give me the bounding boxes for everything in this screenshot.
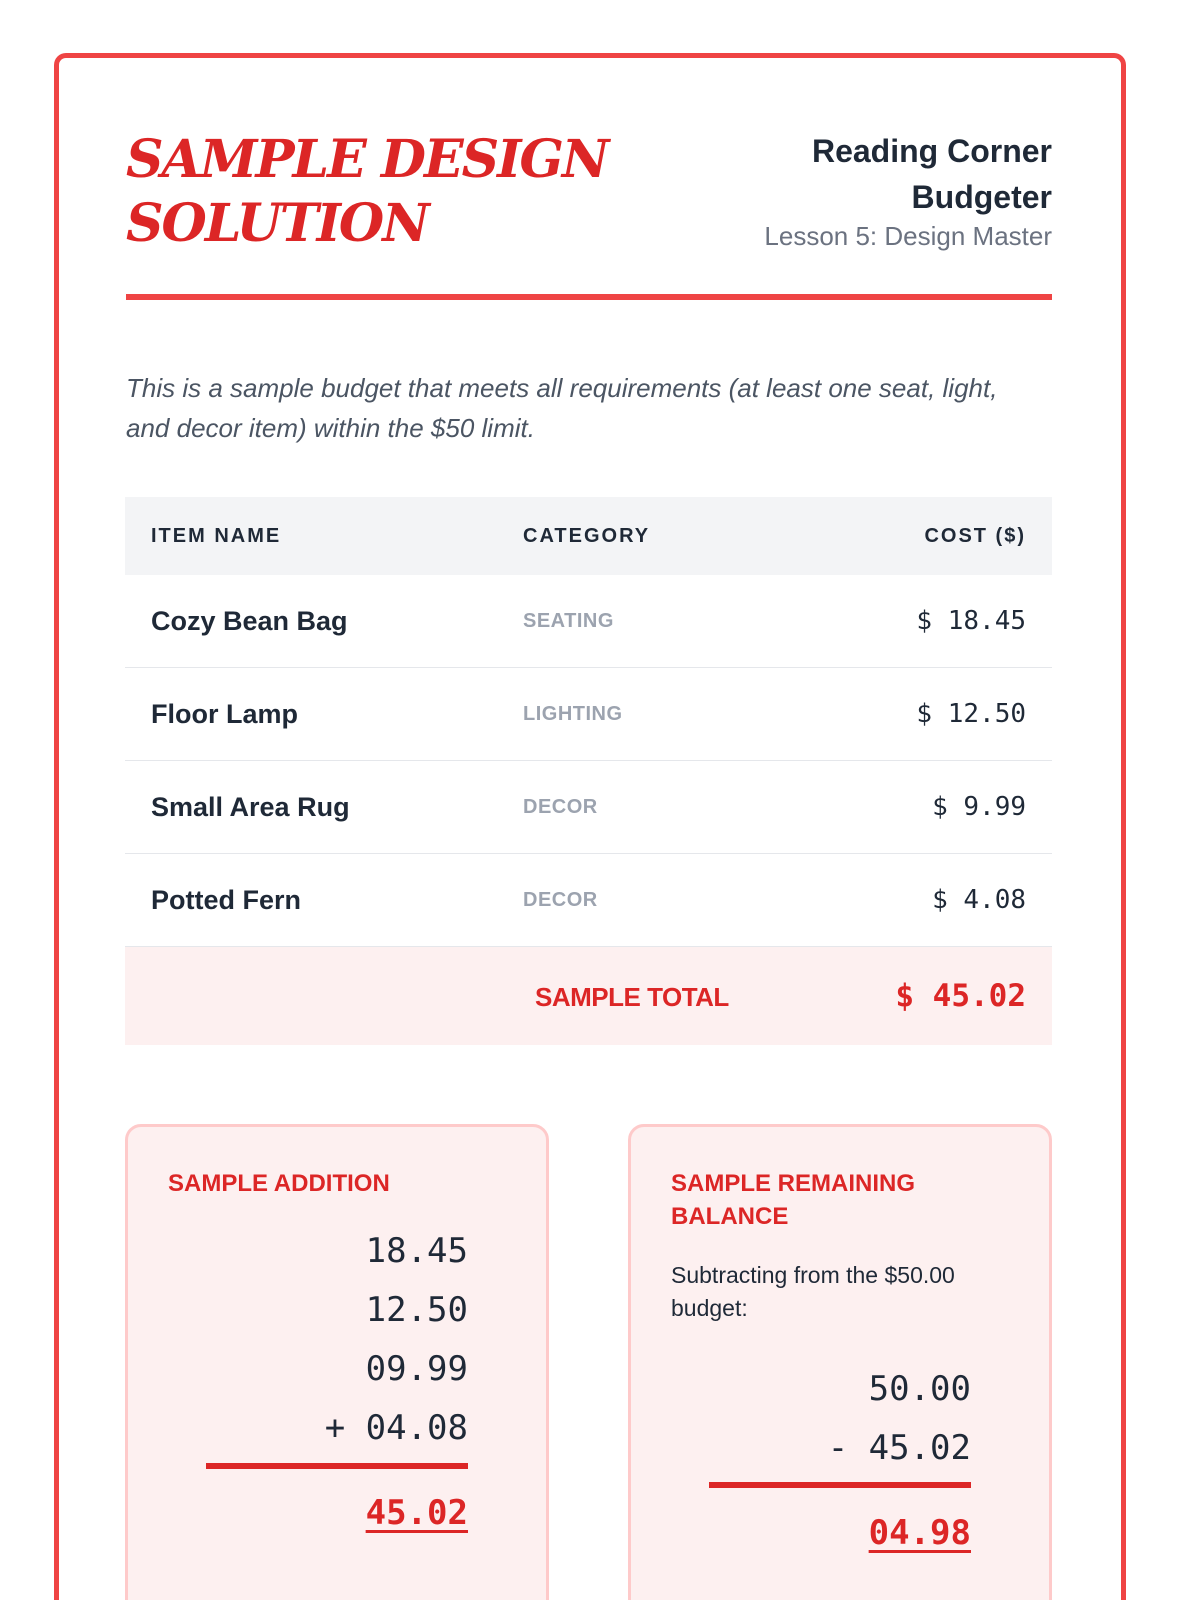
table-header [125,497,1052,575]
budget-table [125,497,1052,1045]
item-cost: $ 18.45 [916,606,1026,636]
item-category: DECOR [523,889,598,911]
page-header [126,128,1052,300]
intro-text: This is a sample budget that meets all requirements (at least one seat, light, and decor item) within the $50 limit. [126,373,998,443]
total-row [125,947,1052,1045]
addend: + 04.08 [324,1408,468,1448]
item-name: Cozy Bean Bag [151,606,348,636]
column-header-cost: COST ($) [924,525,1026,547]
item-cost: $ 9.99 [932,792,1026,822]
sum-rule [206,1463,468,1469]
remaining-balance-panel [628,1124,1052,1600]
app-title: Reading Corner Budgeter [811,133,1052,215]
item-category: DECOR [523,796,598,818]
table-row [125,761,1052,854]
item-name: Potted Fern [151,885,302,915]
total-label: SAMPLE TOTAL [535,982,729,1012]
remaining-result: 04.98 [868,1513,971,1553]
difference-rule [709,1482,971,1488]
addition-panel [125,1124,549,1600]
page-title: SAMPLE DESIGN SOLUTION [126,129,608,254]
addend: 09.99 [365,1349,468,1389]
addend: 18.45 [365,1231,468,1271]
remaining-note: Subtracting from the $50.00 budget: [671,1262,955,1321]
addend: 12.50 [365,1290,468,1330]
table-row [125,854,1052,947]
item-name: Small Area Rug [151,792,350,822]
table-row [125,575,1052,668]
header-divider [126,294,1052,300]
item-name: Floor Lamp [151,699,298,729]
minuend: 50.00 [868,1369,971,1409]
column-header-item-name: ITEM NAME [151,525,282,547]
item-category: LIGHTING [523,703,623,725]
remaining-title: SAMPLE REMAINING BALANCE [671,1170,916,1230]
table-row [125,668,1052,761]
total-value: $ 45.02 [895,978,1026,1014]
addition-result: 45.02 [365,1493,468,1533]
addition-title: SAMPLE ADDITION [168,1170,390,1197]
item-category: SEATING [523,610,614,632]
column-header-category: CATEGORY [523,525,651,547]
item-cost: $ 4.08 [932,885,1026,915]
item-cost: $ 12.50 [916,699,1026,729]
subtrahend: - 45.02 [827,1428,971,1468]
lesson-subtitle: Lesson 5: Design Master [764,221,1052,251]
